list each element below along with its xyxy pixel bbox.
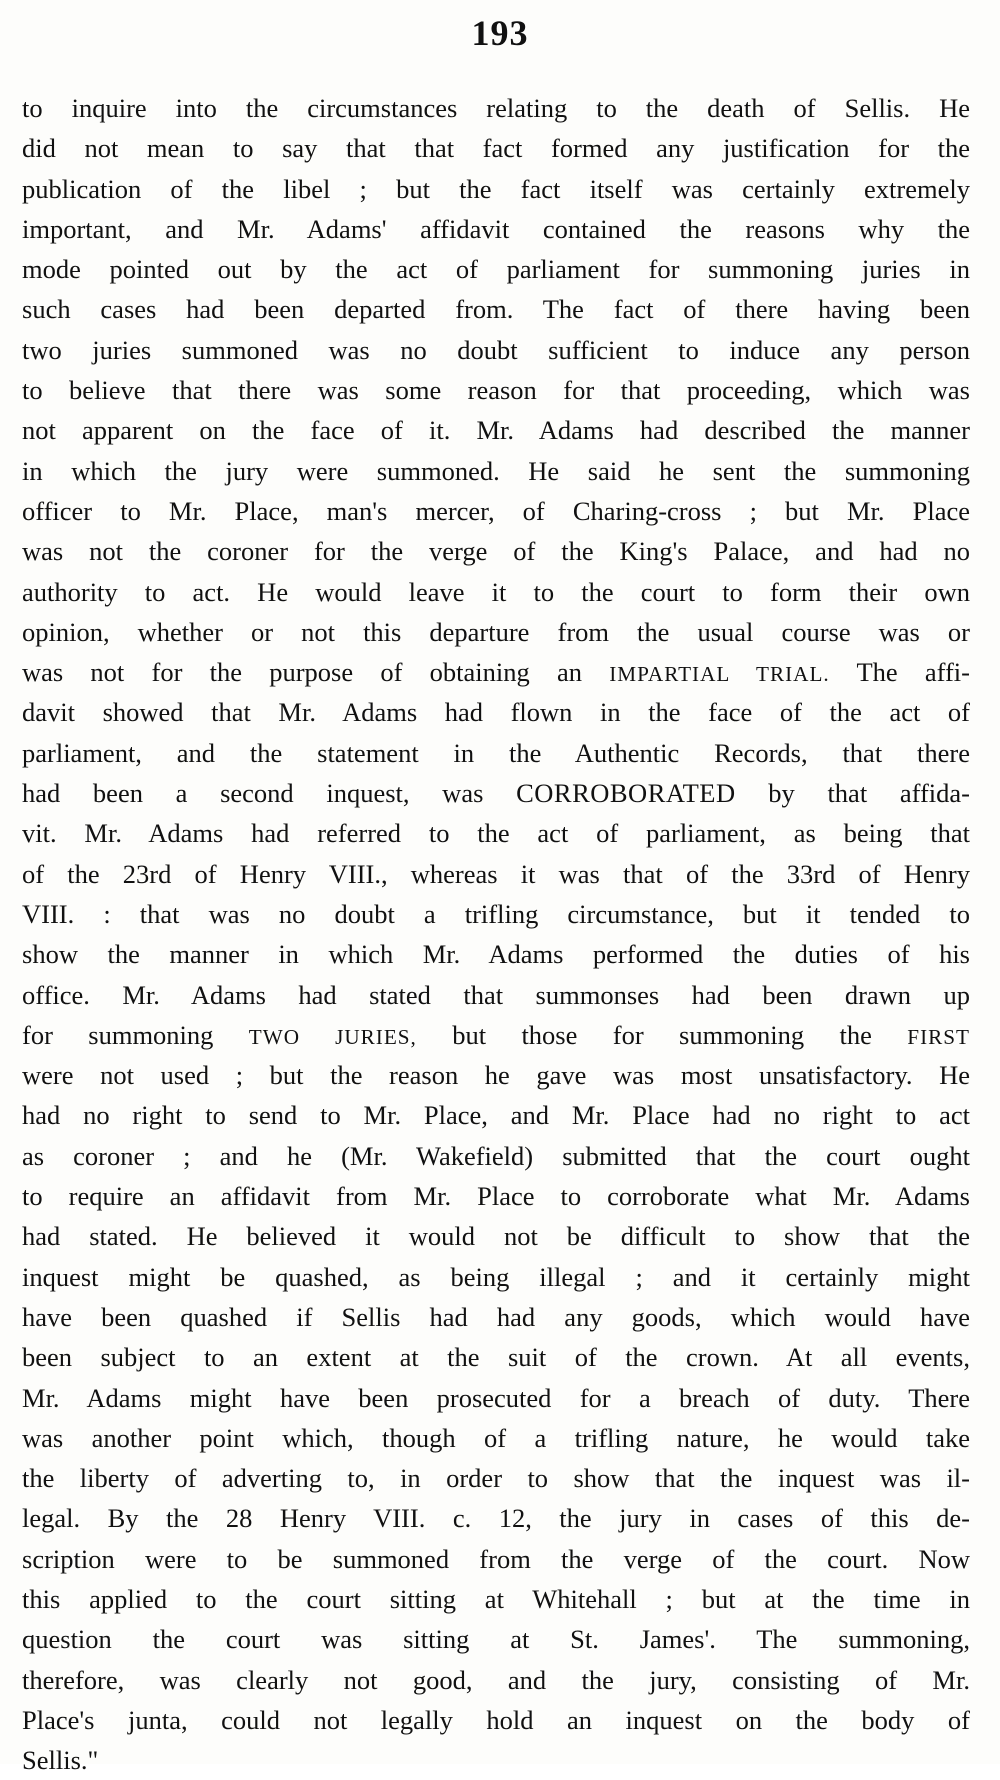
text-line: opinion, whether or not this departure from the usual course was or — [22, 616, 970, 647]
text-line: in which the jury were summoned. He said he sent the summoning — [22, 455, 970, 486]
text-line: Sellis." — [22, 1745, 99, 1776]
text-line: as coroner ; and he (Mr. Wakefield) submitted that the court ought — [22, 1140, 970, 1171]
text-line: to inquire into the circumstances relating to the death of Sellis. He — [22, 93, 970, 123]
text-line: scription were to be summoned from the verge of the court. Now — [22, 1543, 970, 1574]
text-line: officer to Mr. Place, man's mercer, of Charing-cross ; but Mr. Place — [22, 495, 970, 526]
text-line: show the manner in which Mr. Adams performed the duties of his — [22, 939, 970, 970]
text-line: had no right to send to Mr. Place, and Mr. Place had no right to act — [22, 1100, 970, 1131]
text-line: VIII. : that was no doubt a trifling circumstance, but it tended to — [22, 898, 970, 929]
text-line: was another point which, though of a trifling nature, he would take — [22, 1422, 970, 1453]
text-line: office. Mr. Adams had stated that summonses had been drawn up — [22, 979, 970, 1010]
text-line: Mr. Adams might have been prosecuted for a breach of duty. There — [22, 1382, 970, 1413]
small-caps-emphasis: FIRST — [907, 1024, 970, 1049]
body-text — [22, 88, 970, 1780]
text-line: parliament, and the statement in the Authentic Records, that there — [22, 737, 970, 768]
text-line: authority to act. He would leave it to the court to form their own — [22, 576, 970, 607]
text-line: were not used ; but the reason he gave was most unsatisfactory. He — [22, 1060, 970, 1091]
caps-emphasis: CORROBORATED — [516, 778, 736, 809]
text-line: Place's junta, could not legally hold an inquest on the body of — [22, 1704, 970, 1735]
text-line: mode pointed out by the act of parliament for summoning juries in — [22, 254, 970, 285]
text-line: this applied to the court sitting at Whitehall ; but at the time in — [22, 1583, 970, 1614]
text-line: for summoning TWO JURIES, but those for summoning the FIRST — [22, 1019, 970, 1050]
text-line: not apparent on the face of it. Mr. Adams had described the manner — [22, 415, 970, 446]
text-line: of the 23rd of Henry VIII., whereas it was that of the 33rd of Henry — [22, 858, 970, 889]
text-line: did not mean to say that that fact formed any justification for the — [22, 133, 970, 164]
text-line: been subject to an extent at the suit of the crown. At all events, — [22, 1342, 970, 1373]
text-line: inquest might be quashed, as being illegal ; and it certainly might — [22, 1261, 970, 1292]
page-number: 193 — [471, 13, 529, 53]
small-caps-emphasis: IMPARTIAL TRIAL. — [609, 662, 830, 687]
text-line: important, and Mr. Adams' affidavit contained the reasons why the — [22, 213, 970, 244]
text-line: the liberty of adverting to, in order to show that the inquest was il- — [22, 1463, 970, 1494]
small-caps-emphasis: TWO JURIES, — [248, 1024, 417, 1049]
text-line: was not for the purpose of obtaining an IMPARTIAL TRIAL. The affi- — [22, 657, 970, 688]
text-line: two juries summoned was no doubt sufficient to induce any person — [22, 334, 970, 365]
text-line: to believe that there was some reason for that proceeding, which was — [22, 375, 970, 406]
text-line: question the court was sitting at St. James'. The summoning, — [22, 1624, 970, 1655]
text-line: had stated. He believed it would not be difficult to show that the — [22, 1221, 970, 1252]
text-line: have been quashed if Sellis had had any goods, which would have — [22, 1301, 970, 1332]
text-line: such cases had been departed from. The fact of there having been — [22, 294, 970, 325]
text-line: legal. By the 28 Henry VIII. c. 12, the jury in cases of this de- — [22, 1503, 970, 1534]
text-line: to require an affidavit from Mr. Place to corroborate what Mr. Adams — [22, 1181, 970, 1212]
text-line: publication of the libel ; but the fact itself was certainly extremely — [22, 173, 970, 204]
text-line: had been a second inquest, was CORROBORATED by that affida- — [22, 778, 970, 809]
text-line: therefore, was clearly not good, and the jury, consisting of Mr. — [22, 1664, 970, 1695]
text-line: was not the coroner for the verge of the King's Palace, and had no — [22, 536, 970, 567]
text-line: vit. Mr. Adams had referred to the act of parliament, as being that — [22, 818, 970, 849]
text-line: davit showed that Mr. Adams had flown in the face of the act of — [22, 697, 970, 728]
